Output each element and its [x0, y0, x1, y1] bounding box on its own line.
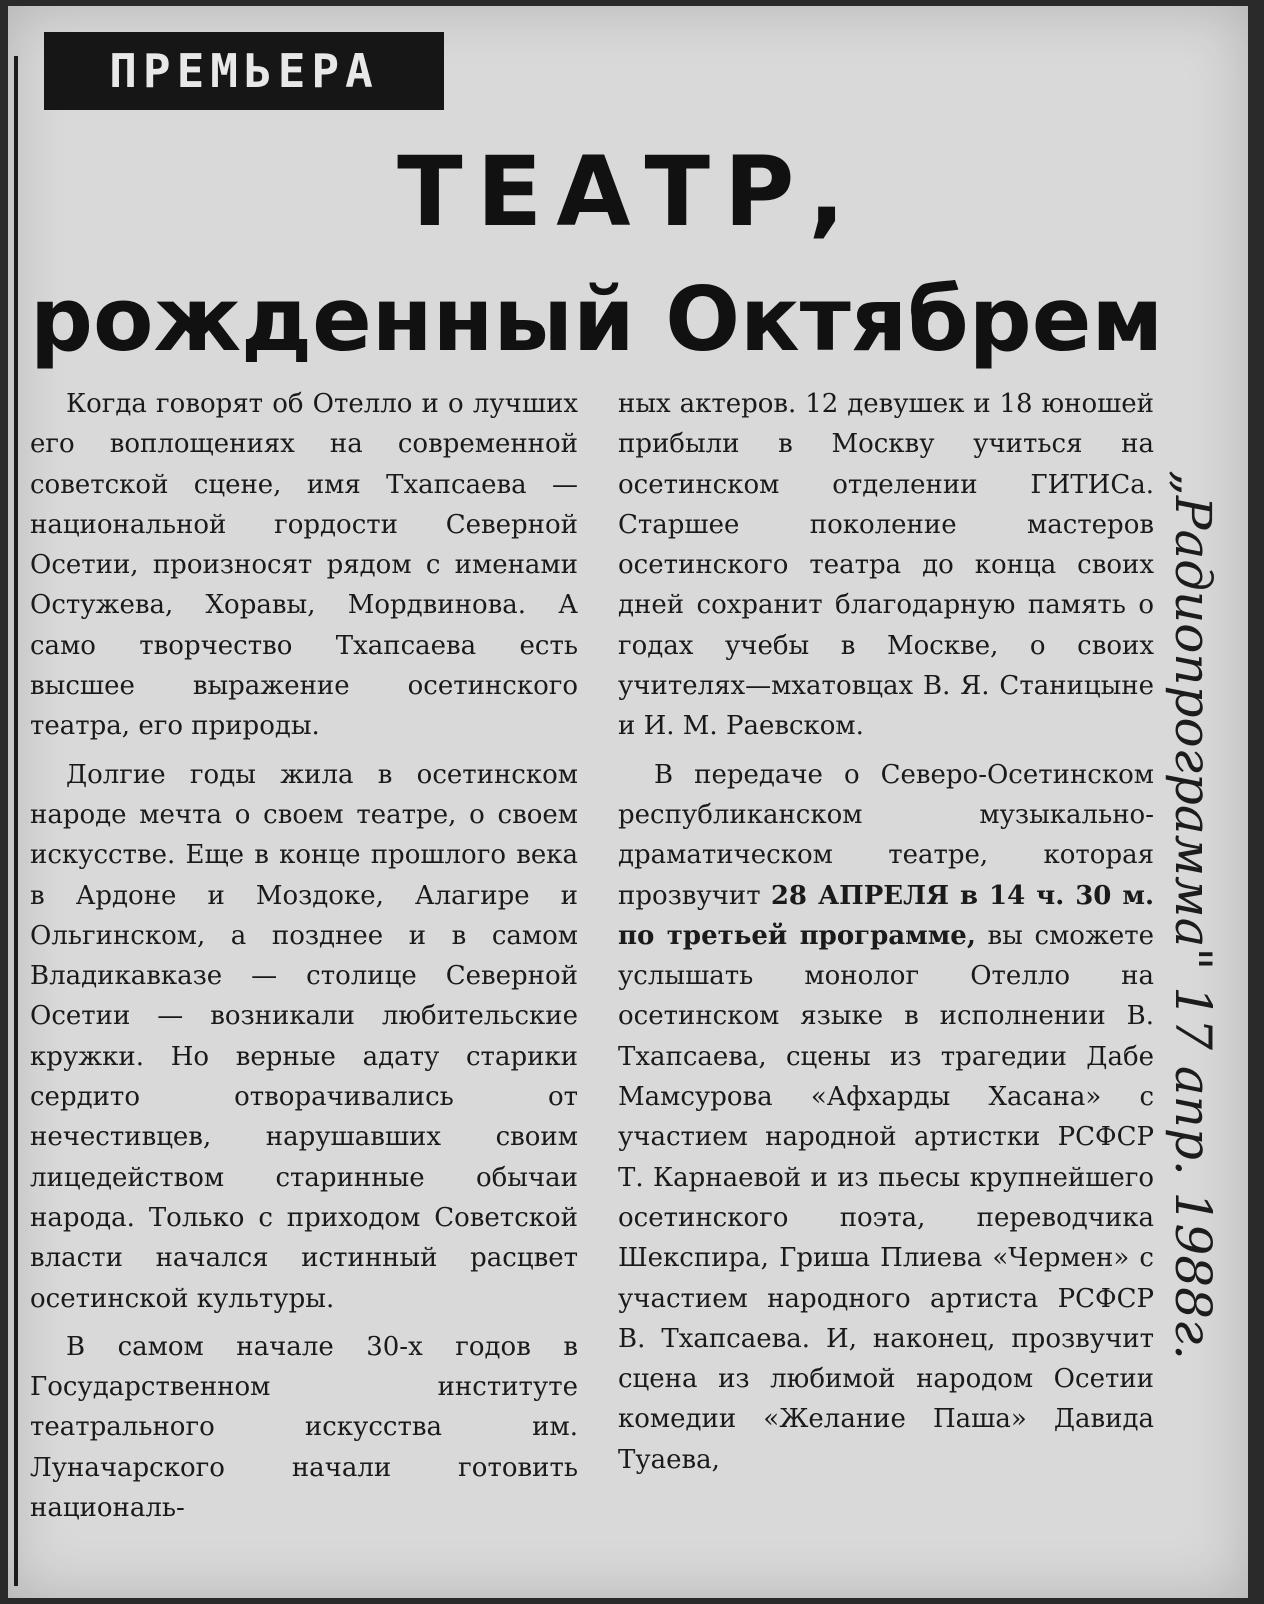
paragraph: В самом начале 30-х годов в Государственном институте театрального искусства им. Луначарского начали готовить националь- — [30, 1331, 578, 1524]
broadcast-time: 28 АПРЕЛЯ в 14 ч. 30 м. по третьей программе, — [618, 880, 1155, 951]
newspaper-clipping — [8, 6, 1248, 1598]
paragraph: ных актеров. 12 девушек и 18 юношей прибыли в Москву учиться на осетинском отделении ГИТИСа. Старшее поколение мастеров осетинского театра до конца своих дней сохранит благодарную память о годах учебы в Москве, о своих учителях—мхатовцах В. Я. Станицыне и И. М. Раевском. — [618, 389, 1154, 742]
handwritten-source-note — [1158, 306, 1228, 1526]
headline-line-2: рожденный Октябрем — [30, 268, 1164, 371]
headline-line-1: ТЕАТР, — [397, 136, 859, 248]
paragraph — [618, 755, 1154, 1480]
paragraph: Когда говорят об Отелло и о лучших его воплощениях на современной советской сцене, имя Тхапсаева — национальной гордости Северной Осетии, произносят рядом с именами Остужева, Хоравы, Мордвинова. А само творчество Тхапсаева есть высшее выражение осетинского театра, его природы. — [30, 389, 578, 742]
article-column-left — [30, 384, 578, 1536]
article-column-right — [618, 384, 1154, 1488]
rubric-label: ПРЕМЬЕРА — [44, 32, 444, 110]
paragraph-text: вы сможете услышать монолог Отелло на осетинском языке в исполнении В. Тхапсаева, сцены из трагедии Дабе Мамсурова «Афхарды Хасана» с участием народной артистки РСФСР Т. Карнаевой и из пьесы крупнейшего осетинского поэта, переводчика Шекспира, Гриша Плиева «Чермен» с участием народного артиста РСФСР В. Тхапсаева. И, наконец, прозвучит сцена из любимой народом Осетии комедии «Желание Паша» Давида Туаева, — [618, 920, 1155, 1475]
paragraph-text: В передаче о Северо-Осетинском республиканском музыкально-драматическом театре, которая прозвучит — [618, 759, 1154, 911]
left-border-rule — [14, 56, 18, 1586]
handwritten-text: „Радиопрограмма" 17 апр. 1988г. — [1164, 469, 1222, 1361]
paragraph: Долгие годы жила в осетинском народе мечта о своем театре, о своем искусстве. Еще в конце прошлого века в Ардоне и Моздоке, Алагире и Ольгинском, а позднее и в самом Владикавказе — столице Северной Осетии — возникали любительские кружки. Но верные адату старики сердито отворачивались от нечестивцев, нарушавших своим лицедейством старинные обычаи народа. Только с приходом Советской власти начался истинный расцвет осетинской культуры. — [30, 759, 578, 1314]
